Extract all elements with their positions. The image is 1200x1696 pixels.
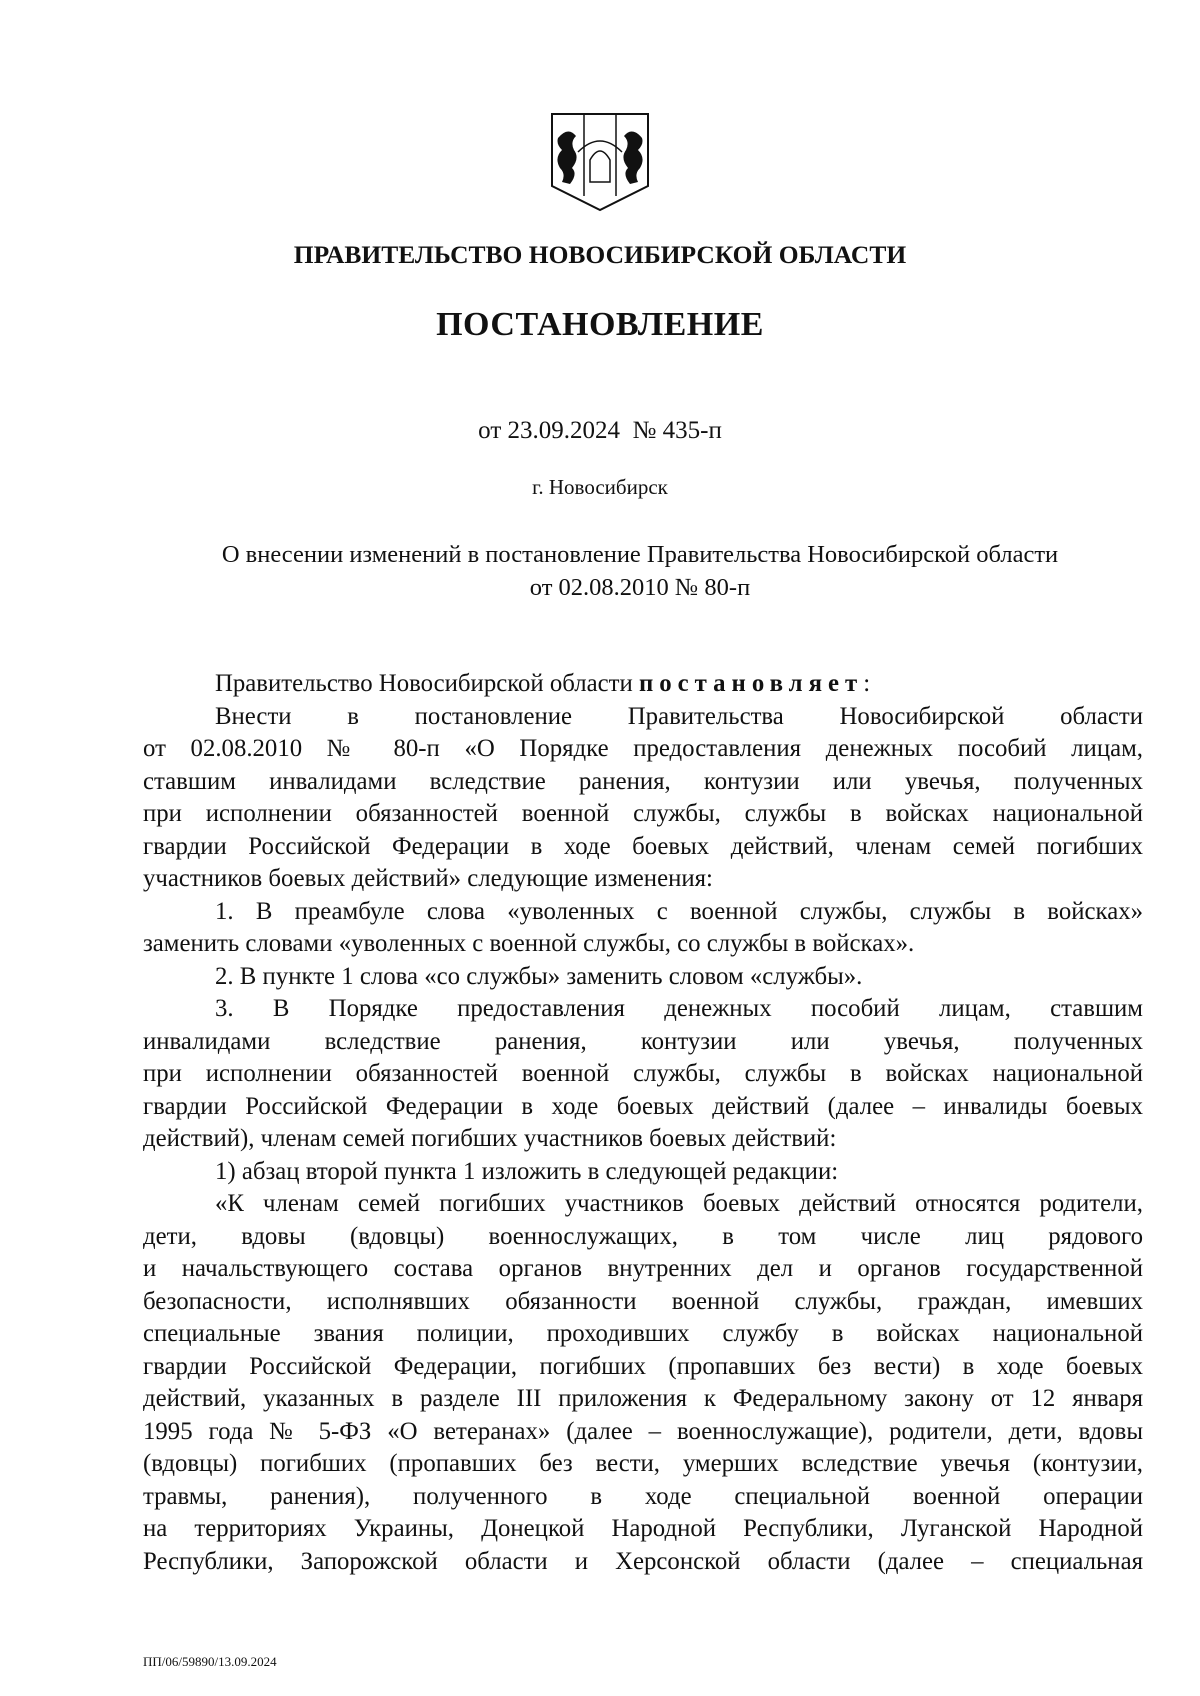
subject-line: О внесении изменений в постановление Правительства Новосибирской области bbox=[221, 541, 1059, 568]
body-line: Республики, Запорожской области и Херсонской области (далее – специальная bbox=[143, 1547, 1143, 1575]
resolves-suffix: : bbox=[863, 670, 871, 697]
body-line: Внести в постановление Правительства Новосибирской области bbox=[215, 702, 1143, 730]
body-line: дети, вдовы (вдовцы) военнослужащих, в том числе лиц рядового bbox=[143, 1222, 1143, 1250]
body-line: ставшим инвалидами вследствие ранения, контузии или увечья, полученных bbox=[143, 767, 1143, 795]
body-line: инвалидами вследствие ранения, контузии или увечья, полученных bbox=[143, 1027, 1143, 1055]
resolves-word: постановляет bbox=[638, 670, 864, 697]
document-date-number: от 23.09.2024 № 435-п bbox=[478, 417, 722, 444]
body-line: (вдовцы) погибших (пропавших без вести, умерших вследствие увечья (контузии, bbox=[143, 1450, 1143, 1477]
document-subject bbox=[140, 538, 1140, 604]
body-line: действий), членам семей погибших участников боевых действий: bbox=[143, 1125, 837, 1152]
body-line: «К членам семей погибших участников боевых действий относятся родители, bbox=[215, 1190, 1143, 1217]
body-line: при исполнении обязанностей военной службы, службы в войсках национальной bbox=[143, 1060, 1143, 1087]
novosibirsk-coat-of-arms-icon bbox=[548, 112, 652, 212]
body-line: гвардии Российской Федерации, погибших (пропавших без вести) в ходе боевых bbox=[143, 1352, 1143, 1380]
body-line: 1995 года № 5-ФЗ «О ветеранах» (далее – военнослужащие), родители, дети, вдовы bbox=[143, 1417, 1143, 1445]
body-line: от 02.08.2010 № 80-п «О Порядке предоставления денежных пособий лицам, bbox=[143, 735, 1143, 762]
body-line: и начальствующего состава органов внутренних дел и органов государственной bbox=[143, 1255, 1143, 1282]
body-line: гвардии Российской Федерации в ходе боевых действий, членам семей погибших bbox=[143, 832, 1143, 860]
document-body bbox=[143, 668, 1143, 1578]
body-line: 2. В пункте 1 слова «со службы» заменить словом «службы». bbox=[215, 962, 863, 990]
body-line: на территориях Украины, Донецкой Народной Республики, Луганской Народной bbox=[143, 1515, 1143, 1542]
body-line: 3. В Порядке предоставления денежных пособий лицам, ставшим bbox=[215, 995, 1143, 1022]
body-line: специальные звания полиции, проходивших службу в войсках национальной bbox=[143, 1320, 1143, 1347]
subject-line: от 02.08.2010 № 80-п bbox=[529, 574, 751, 601]
body-line: безопасности, исполнявших обязанности военной службы, граждан, имевших bbox=[143, 1287, 1143, 1315]
resolves-prefix: Правительство Новосибирской области bbox=[215, 670, 639, 697]
document-type-title: ПОСТАНОВЛЕНИЕ bbox=[436, 306, 764, 343]
body-line: травмы, ранения), полученного в ходе специальной военной операции bbox=[143, 1482, 1143, 1510]
resolves-line bbox=[143, 668, 1143, 701]
body-line: гвардии Российской Федерации в ходе боевых действий (далее – инвалиды боевых bbox=[143, 1092, 1143, 1120]
body-line: при исполнении обязанностей военной службы, службы в войсках национальной bbox=[143, 800, 1143, 827]
body-line: участников боевых действий» следующие изменения: bbox=[143, 865, 713, 892]
body-line: заменить словами «уволенных с военной службы, со службы в войсках». bbox=[143, 930, 915, 957]
document-city: г. Новосибирск bbox=[532, 475, 668, 499]
body-line: 1. В преамбуле слова «уволенных с военной службы, службы в войсках» bbox=[215, 897, 1143, 925]
document-code-footer: ПП/06/59890/13.09.2024 bbox=[143, 1654, 277, 1669]
body-line: 1) абзац второй пункта 1 изложить в следующей редакции: bbox=[215, 1157, 839, 1185]
organization-title: ПРАВИТЕЛЬСТВО НОВОСИБИРСКОЙ ОБЛАСТИ bbox=[293, 240, 907, 269]
body-line: действий, указанных в разделе III приложения к Федеральному закону от 12 января bbox=[143, 1385, 1143, 1412]
